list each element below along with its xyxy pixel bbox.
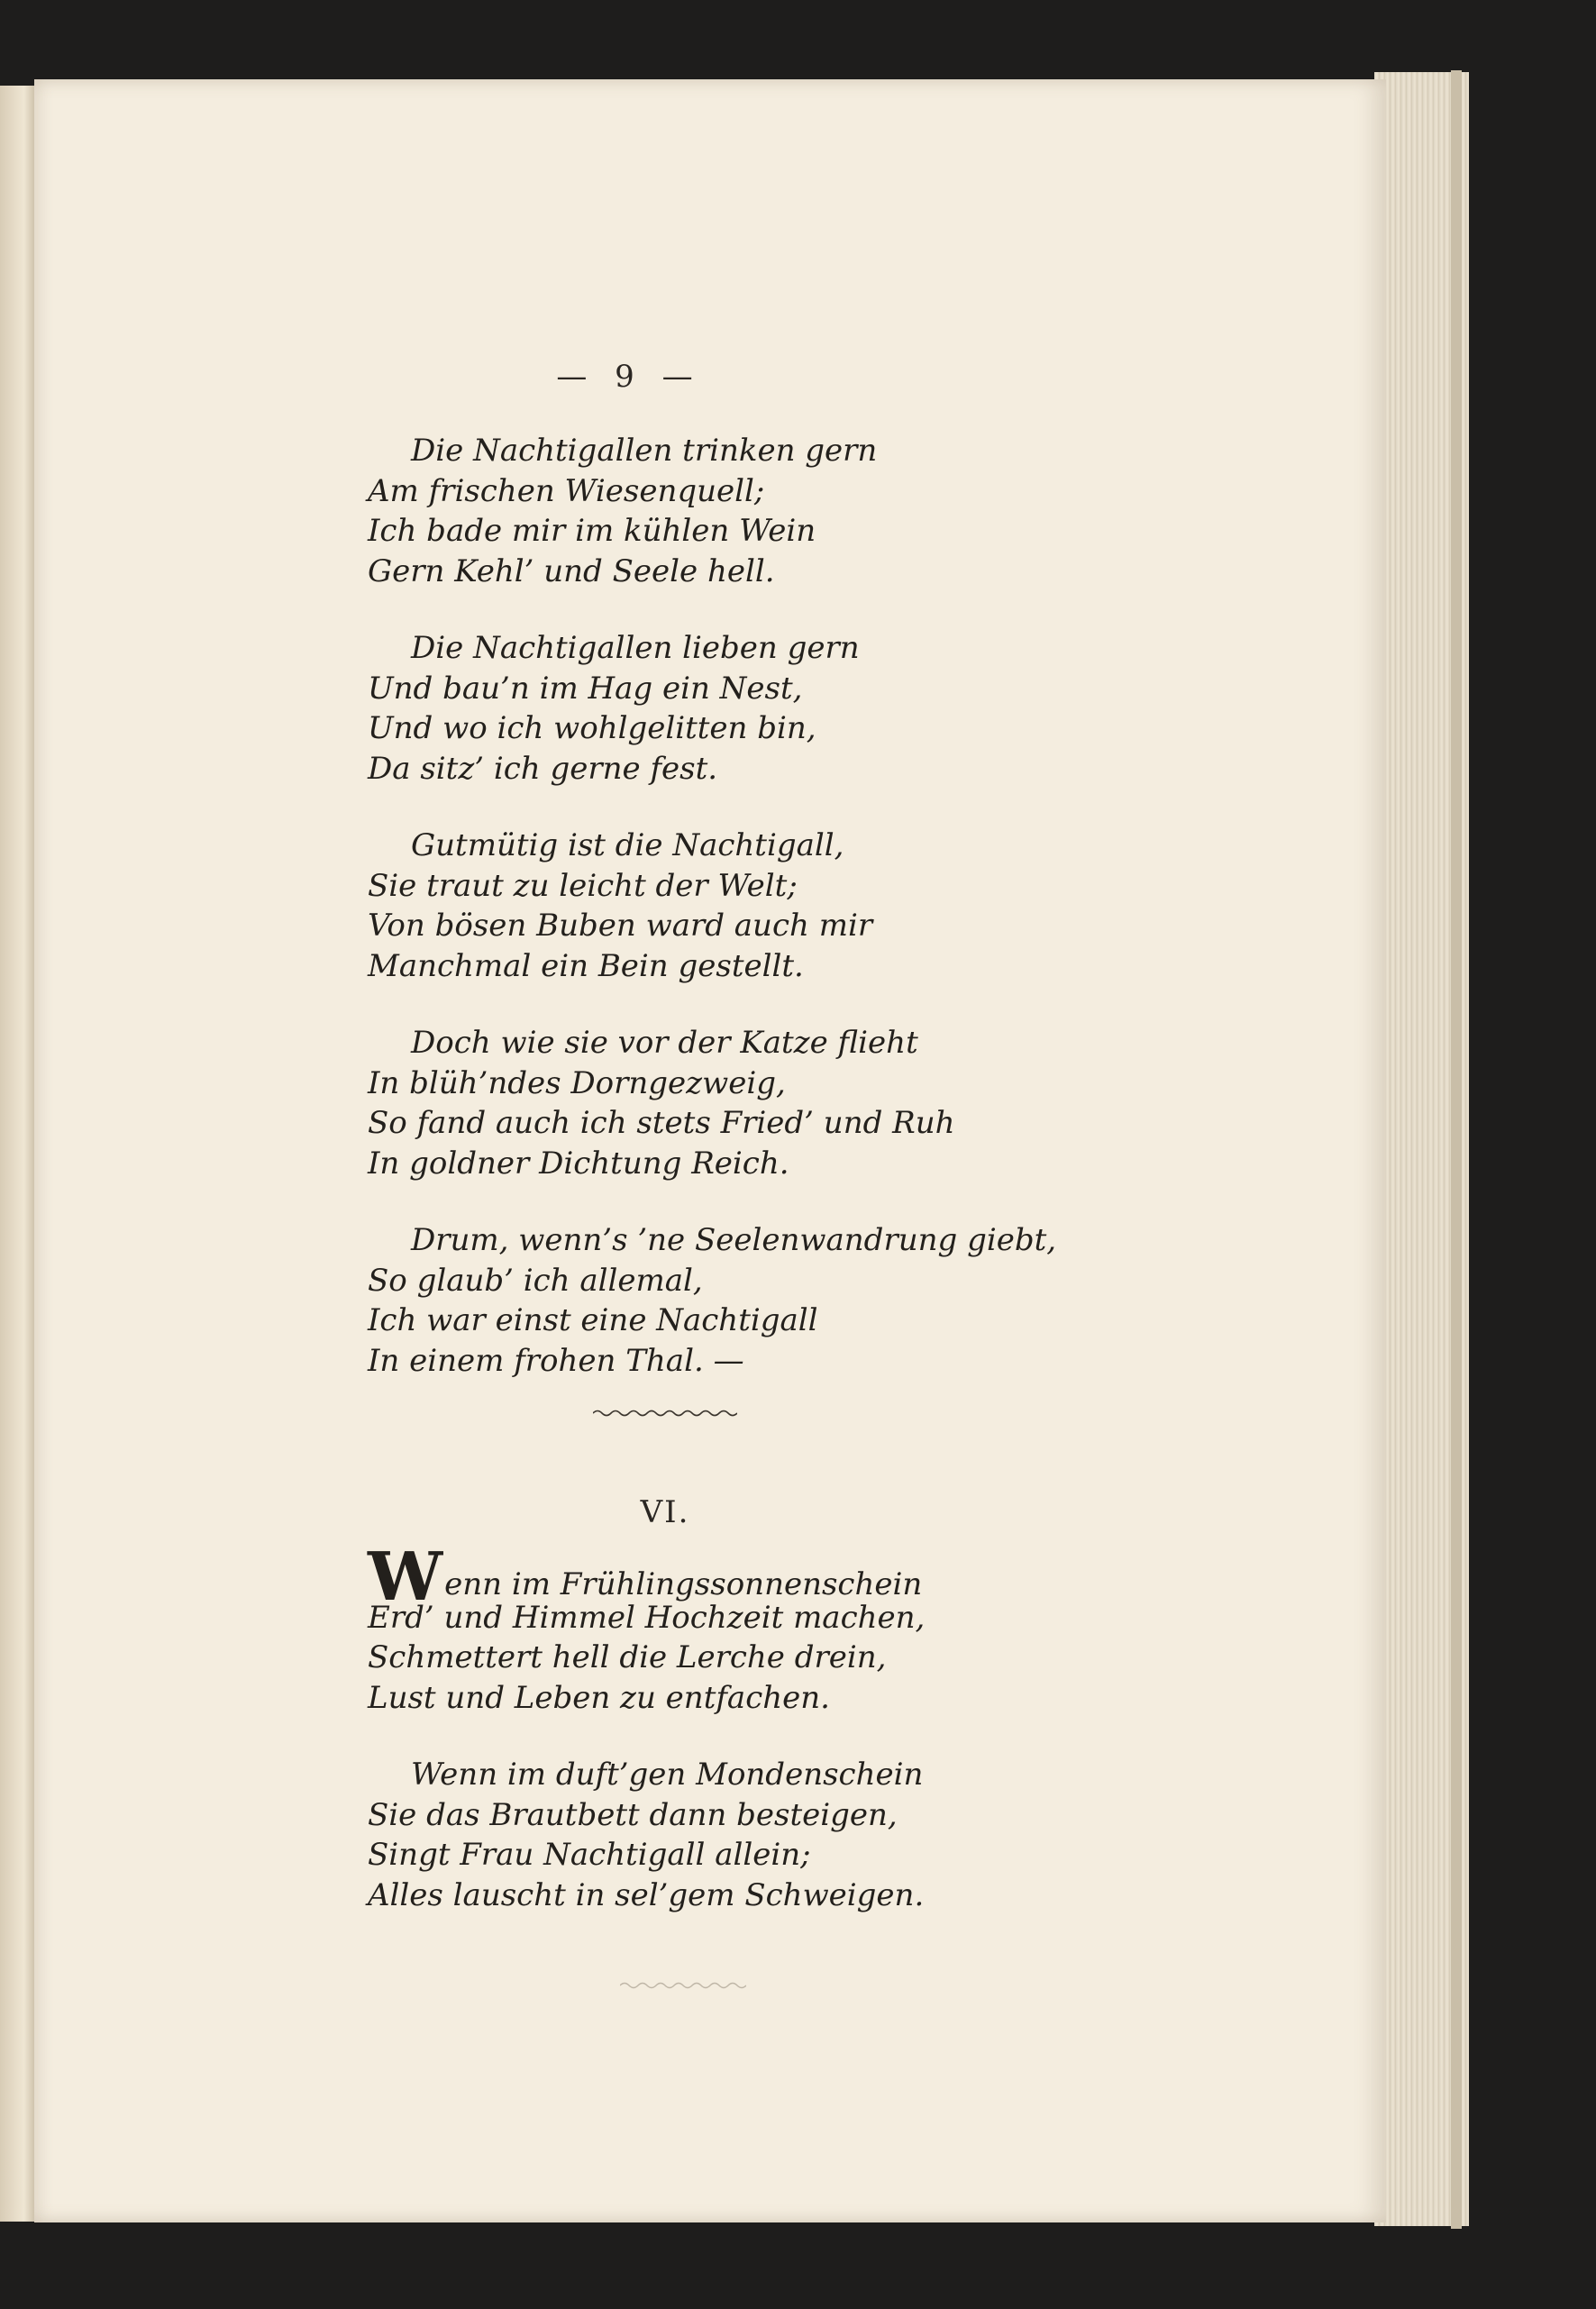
verse-line: Sie das Brautbett dann besteigen, [368, 1796, 898, 1833]
verse-line: Lust und Leben zu entfachen. [368, 1679, 830, 1716]
verse-line: Und wo ich wohlgelitten bin, [368, 710, 816, 746]
verse-line: Von bösen Buben ward auch mir [368, 908, 873, 944]
verse-line-rest: enn im Frühlingssonnenschein [444, 1566, 923, 1602]
verse-line: Ich war einst eine Nachtigall [368, 1302, 818, 1338]
verse-line: Manchmal ein Bein gestellt. [368, 947, 804, 984]
verse-line: Alles lauscht in sel’gem Schweigen. [368, 1876, 925, 1913]
stanza [368, 1755, 1089, 1915]
verse-line: Doch wie sie vor der Katze flieht [411, 1025, 918, 1061]
stanza [368, 1538, 1089, 1718]
ornamental-divider [620, 1981, 746, 1990]
verse-line: Gern Kehl’ und Seele hell. [368, 552, 775, 589]
verse-line: In goldner Dichtung Reich. [368, 1145, 789, 1182]
verse-line: Ich bade mir im kühlen Wein [368, 513, 816, 549]
verse-line: Gutmütig ist die Nachtigall, [411, 827, 844, 863]
drop-cap: W [368, 1538, 443, 1616]
verse-line: Die Nachtigallen trinken gern [411, 433, 878, 469]
verse-line: Wenn im duft’gen Mondenschein [411, 1757, 924, 1793]
verse-line: So fand auch ich stets Fried’ und Ruh [368, 1105, 955, 1141]
stanza [368, 826, 1089, 986]
poem-vi [368, 1538, 1089, 1952]
stanza [368, 1220, 1089, 1381]
verse-line: Schmettert hell die Lerche drein, [368, 1639, 887, 1675]
verse-line: Erd’ und Himmel Hochzeit machen, [368, 1599, 926, 1636]
verse-line: In einem frohen Thal. — [368, 1342, 744, 1379]
stanza [368, 431, 1089, 591]
verse-line [368, 1538, 1089, 1616]
verse-line: Drum, wenn’s ’ne Seelenwandrung giebt, [411, 1222, 1057, 1258]
verse-line: Die Nachtigallen lieben gern [411, 630, 860, 666]
verse-line: So glaub’ ich allemal, [368, 1262, 703, 1299]
verse-line: Singt Frau Nachtigall allein; [368, 1837, 811, 1873]
ornamental-divider [593, 1409, 737, 1418]
poem-v [368, 431, 1089, 1418]
page-number: — 9 — [556, 359, 702, 395]
book-cover-edge [1451, 70, 1462, 2229]
facing-page-edge [0, 86, 34, 2222]
section-title: VI. [640, 1494, 690, 1530]
verse-line: Am frischen Wiesenquell; [368, 472, 765, 509]
stanza [368, 628, 1089, 789]
verse-line: Da sitz’ ich gerne fest. [368, 750, 718, 787]
verse-line: Und bau’n im Hag ein Nest, [368, 670, 803, 707]
book-page [34, 79, 1386, 2222]
verse-line: Sie traut zu leicht der Welt; [368, 867, 798, 904]
stanza [368, 1023, 1089, 1183]
verse-line: In blüh’ndes Dorngezweig, [368, 1064, 786, 1101]
